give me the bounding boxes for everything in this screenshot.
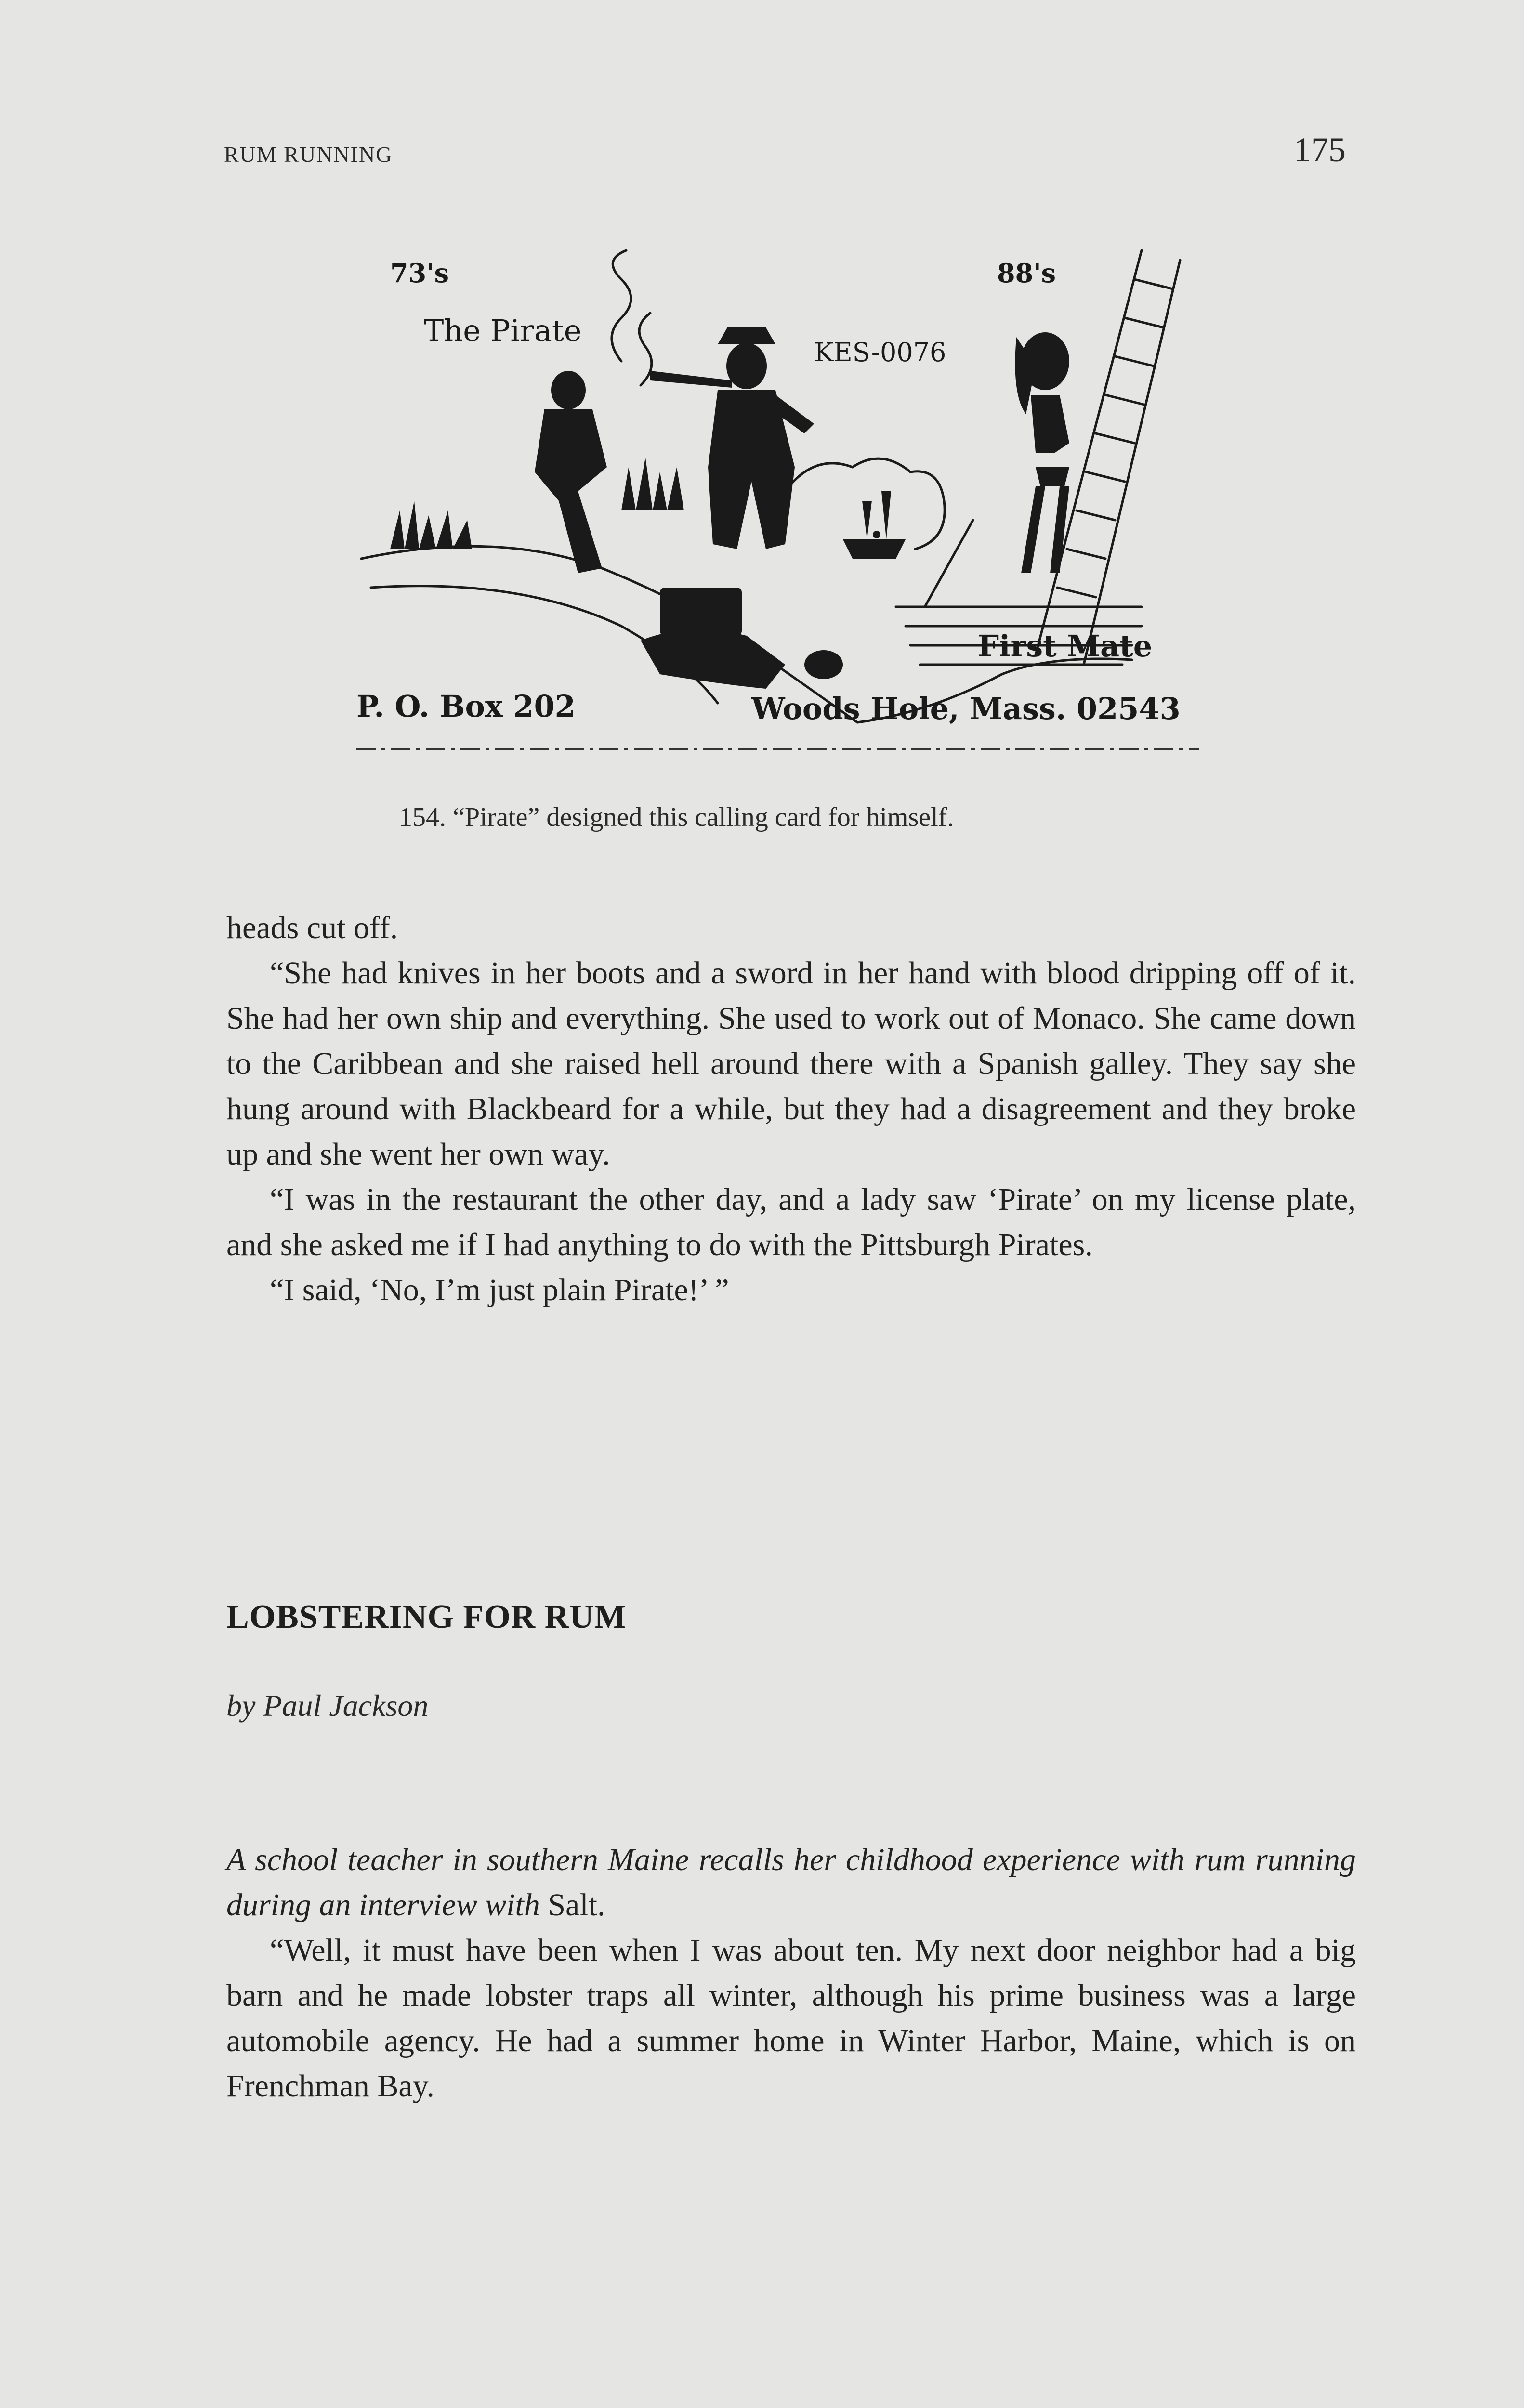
card-dashed-border: [352, 742, 1204, 756]
card-callsign: KES-0076: [814, 337, 946, 367]
card-top-left: 73's: [390, 258, 449, 288]
running-head: RUM RUNNING: [224, 142, 393, 167]
card-title: The Pirate: [424, 313, 582, 348]
paragraph: “I said, ‘No, I’m just plain Pirate!’ ”: [270, 1272, 729, 1308]
article-body: [226, 1837, 1356, 2109]
intro-italic: A school teacher in southern Maine recalls her childhood experience with rum running during an interview with: [226, 1842, 1356, 1923]
card-first-mate: First Mate: [978, 628, 1153, 664]
article-byline: by Paul Jackson: [226, 1688, 429, 1723]
card-po-box: P. O. Box 202: [356, 689, 576, 724]
calling-card-figure: [352, 241, 1204, 775]
page-number: 175: [1294, 131, 1346, 169]
intro-publication: Salt.: [548, 1887, 605, 1923]
article-title: LOBSTERING FOR RUM: [226, 1598, 627, 1636]
paragraph: “Well, it must have been when I was about ten. My next door neighbor had a big barn and he made lobster traps all winter, although his prime business was a large automobile agency. He had a summer home in Winter Harbor, Maine, which is on Frenchman Bay.: [226, 1933, 1356, 2104]
story-conclusion: [226, 905, 1356, 1313]
paragraph: “I was in the restaurant the other day, and a lady saw ‘Pirate’ on my license plate, and she asked me if I had anything to do with the Pittsburgh Pirates.: [226, 1182, 1356, 1262]
card-top-right: 88's: [997, 258, 1056, 288]
card-address: Woods Hole, Mass. 02543: [751, 691, 1181, 726]
article-intro: [226, 1837, 1356, 1928]
paragraph: heads cut off.: [226, 910, 398, 945]
figure-caption: 154. “Pirate” designed this calling card for himself.: [399, 802, 954, 832]
paragraph: “She had knives in her boots and a sword in her hand with blood dripping off of it. She had her own ship and everything. She used to work out of Monaco. She came down to the Caribbean and she raised hell around there with a Spanish galley. They say she hung around with Blackbeard for a while, but they had a disagreement and they broke up and she went her own way.: [226, 955, 1356, 1172]
